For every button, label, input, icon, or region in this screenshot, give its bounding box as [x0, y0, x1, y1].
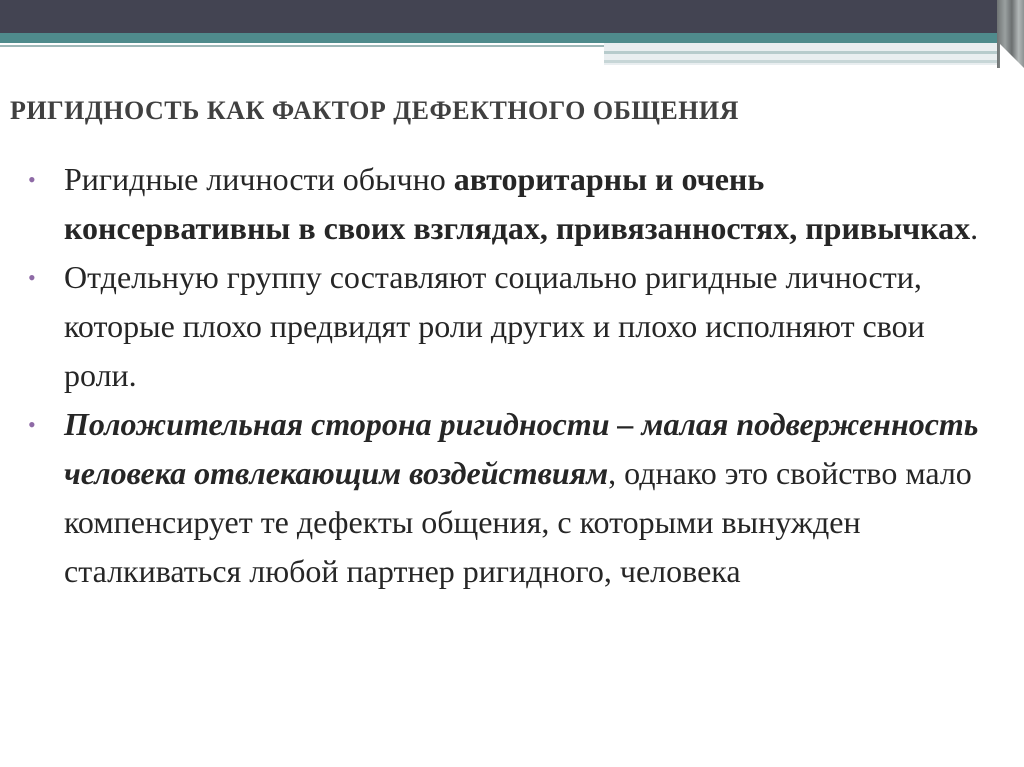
- bullet-1-end: .: [970, 210, 979, 246]
- accent-line-lower: [604, 60, 1000, 63]
- bullet-3-text: , однако это свойство мало компенсирует те дефекты общения, с которыми вынужден сталкиваться любой партнер ригидного, человека: [64, 455, 972, 589]
- ribbon-tip: [1000, 44, 1024, 68]
- bullet-dot: •: [28, 167, 36, 192]
- bullet-dot: •: [28, 265, 36, 290]
- teal-bar: [0, 33, 1000, 43]
- top-bar: [0, 0, 1000, 33]
- bullet-item-1: [28, 155, 988, 253]
- bullet-item-2: [28, 253, 988, 400]
- slide-title: РИГИДНОСТЬ КАК ФАКТОР ДЕФЕКТНОГО ОБЩЕНИЯ: [10, 96, 739, 125]
- slide-content: [28, 155, 988, 596]
- accent-line: [604, 51, 1000, 54]
- bullet-item-3: [28, 400, 988, 596]
- bullet-dot: •: [28, 412, 36, 437]
- bullet-2-text: Отдельную группу составляют социально ригидные личности, которые плохо предвидят роли других и плохо исполняют свои роли.: [64, 259, 925, 393]
- bullet-1-bold-text: авторитарны и очень консервативны в своих взглядах, привязанностях, привычках: [64, 161, 971, 246]
- bullet-1-text: Ригидные личности обычно: [64, 161, 454, 197]
- bullet-3-bold-italic-text: Положительная сторона ригидности – малая подверженность человека отвлекающим воздействиям: [64, 406, 979, 491]
